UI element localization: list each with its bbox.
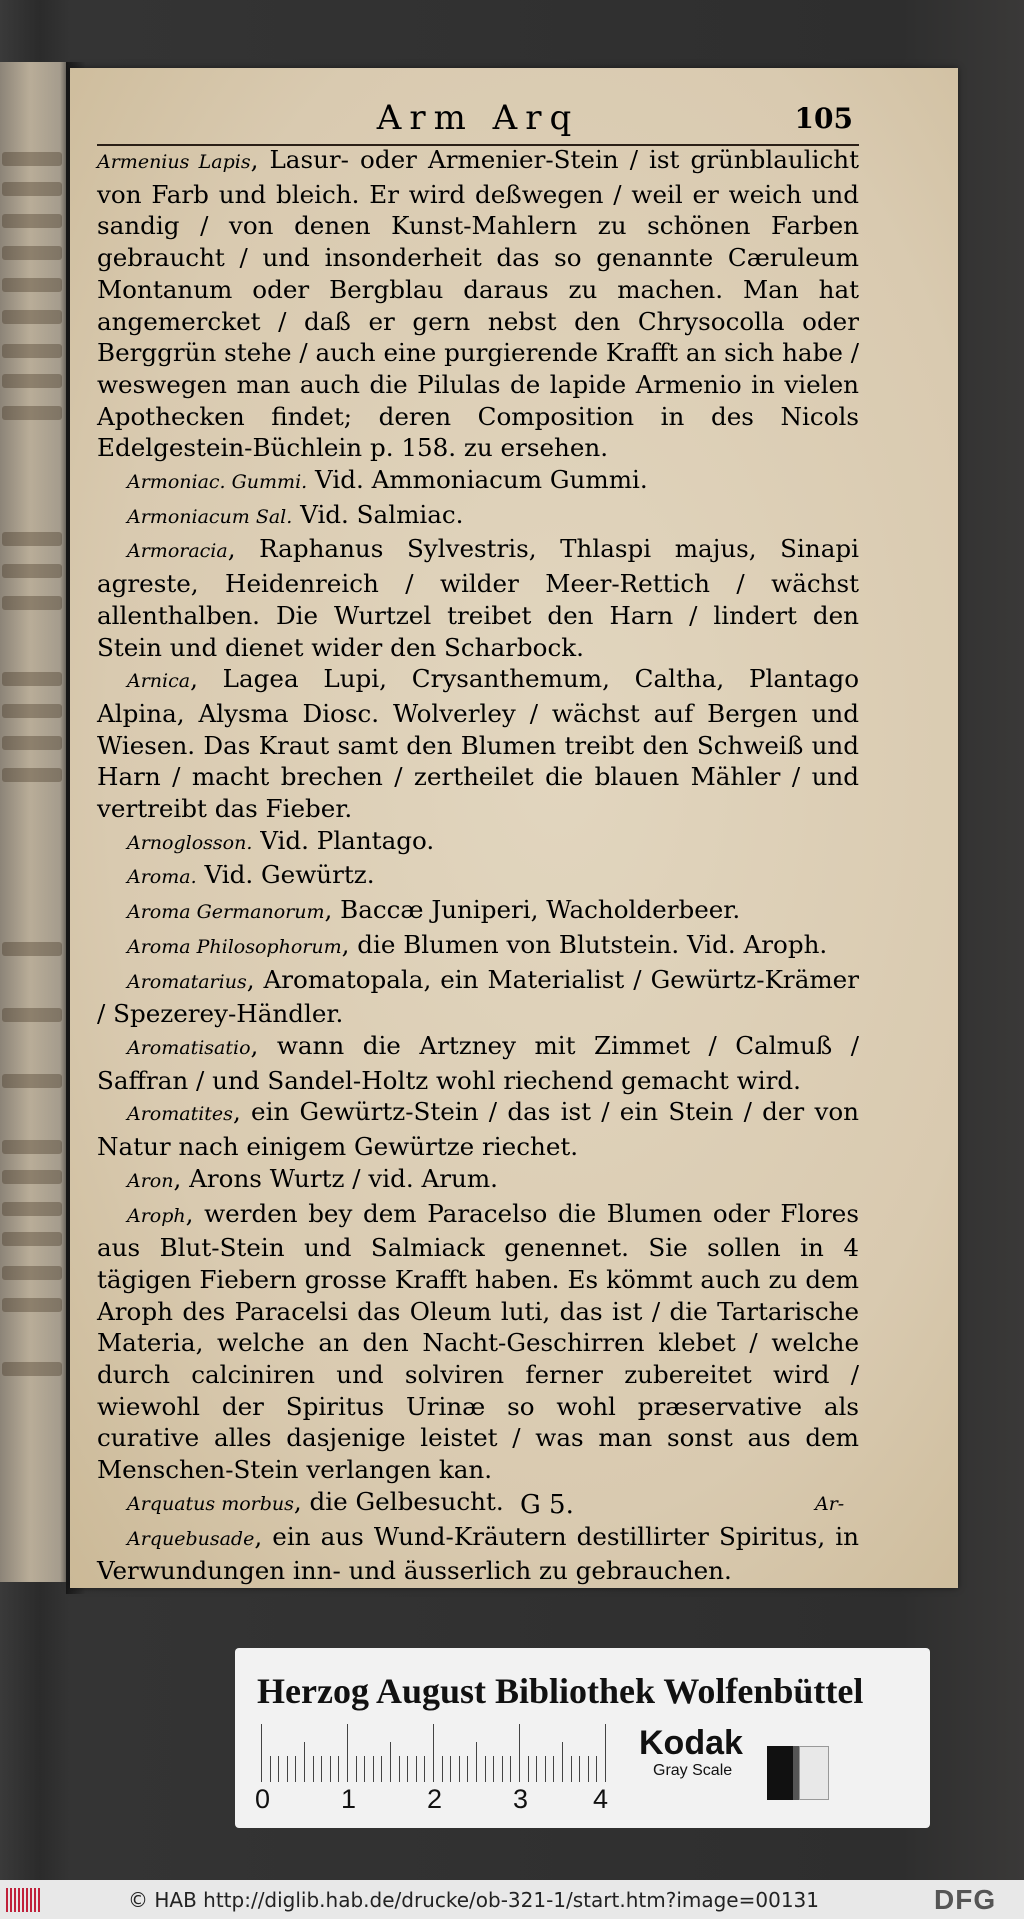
scale-ruler bbox=[261, 1724, 605, 1782]
entry bbox=[97, 1163, 859, 1198]
ruler-number: 4 bbox=[593, 1784, 609, 1814]
entry bbox=[97, 533, 859, 663]
entry-lemma: Aromatisatio bbox=[127, 1036, 251, 1059]
ruler-tick bbox=[399, 1756, 400, 1782]
catchword: Ar- bbox=[815, 1493, 845, 1515]
gray-scale-label: Gray Scale bbox=[653, 1762, 733, 1779]
entry-lemma: Arnoglosson. bbox=[127, 831, 253, 854]
ruler-number: 1 bbox=[341, 1784, 357, 1814]
entry-text: , die Gelbesucht. bbox=[293, 1486, 504, 1516]
facing-page-edge bbox=[0, 62, 66, 1582]
entry-lemma: Arquatus morbus bbox=[127, 1492, 294, 1515]
entry-lemma: Arquebusade bbox=[127, 1527, 255, 1550]
entry-text: Vid. Ammoniacum Gummi. bbox=[307, 465, 648, 495]
ruler-tick bbox=[476, 1742, 477, 1782]
ruler-tick bbox=[528, 1756, 529, 1782]
hab-logo-icon bbox=[6, 1888, 40, 1912]
running-head bbox=[97, 98, 859, 142]
ruler-tick bbox=[485, 1756, 486, 1782]
entry-text: , ein Gewürtz-Stein / das ist / ein Stein / der von Natur nach einigem Gewürtze riechet. bbox=[97, 1097, 859, 1162]
ruler-tick bbox=[356, 1756, 357, 1782]
ruler-tick bbox=[562, 1742, 563, 1782]
footer-copyright-link[interactable]: © HAB http://diglib.hab.de/drucke/ob-321-1/start.htm?image=00131 bbox=[128, 1888, 819, 1912]
ruler-tick bbox=[321, 1756, 322, 1782]
entry bbox=[97, 1030, 859, 1096]
entry bbox=[97, 464, 859, 499]
entry-text: Vid. Salmiac. bbox=[292, 499, 464, 529]
entry-lemma: Aroma Philosophorum bbox=[127, 935, 342, 958]
ruler-tick bbox=[390, 1742, 391, 1782]
ruler-tick bbox=[347, 1724, 348, 1782]
entry-lemma: Aroma. bbox=[127, 866, 197, 889]
entry-text: , Arons Wurtz / vid. Arum. bbox=[173, 1163, 498, 1193]
entry bbox=[97, 1096, 859, 1162]
entry-lemma: Aroph bbox=[127, 1204, 186, 1227]
entry-lemma: Armoniacum Sal. bbox=[127, 505, 293, 528]
entry-lemma: Armenius Lapis bbox=[97, 151, 251, 173]
ruler-number: 0 bbox=[255, 1784, 271, 1814]
dfg-logo: DFG bbox=[934, 1884, 997, 1915]
entry-text: , werden bey dem Paracelso die Blumen oder Flores aus Blut-Stein und Salmiack genennet. Sie sollen in 4 tägigen Fiebern grosse Krafft haben. Es kömmt auch zu dem Aroph des Paracelsi das Oleum luti, das ist / die Tartarische Materia, welche an den Nacht-Geschirren klebet / welche durch calciniren und solviren ferner zubereitet wird / wiewohl der Spiritus Urinæ so wohl præservative als curative alles dasjenige leistet / was man sonst aus dem Menschen-Stein verlangen kan. bbox=[97, 1198, 859, 1485]
ruler-tick bbox=[467, 1756, 468, 1782]
dictionary-entries bbox=[97, 144, 859, 1587]
entry-lemma: Aroma Germanorum bbox=[127, 901, 325, 924]
ruler-tick bbox=[330, 1756, 331, 1782]
ruler-number: 2 bbox=[427, 1784, 443, 1814]
ruler-tick bbox=[364, 1756, 365, 1782]
ruler-tick bbox=[442, 1756, 443, 1782]
gray-swatch-white bbox=[799, 1746, 829, 1800]
color-calibration-card bbox=[235, 1648, 930, 1828]
ruler-tick bbox=[313, 1756, 314, 1782]
ruler-tick bbox=[553, 1756, 554, 1782]
ruler-tick bbox=[407, 1756, 408, 1782]
ruler-tick bbox=[571, 1756, 572, 1782]
ruler-tick bbox=[287, 1756, 288, 1782]
entry bbox=[97, 1486, 859, 1521]
ruler-tick bbox=[261, 1724, 262, 1782]
entry-lemma: Aromatites bbox=[127, 1103, 233, 1126]
entry bbox=[97, 894, 859, 929]
ruler-tick bbox=[536, 1756, 537, 1782]
entry bbox=[97, 663, 859, 825]
ruler-tick bbox=[450, 1756, 451, 1782]
ruler-tick bbox=[459, 1756, 460, 1782]
ruler-tick bbox=[433, 1724, 434, 1782]
entry bbox=[97, 859, 859, 894]
entry bbox=[97, 1521, 859, 1587]
ruler-tick bbox=[519, 1724, 520, 1782]
gray-swatch-black bbox=[767, 1746, 793, 1800]
running-head-title: Arm Arq bbox=[376, 98, 580, 138]
entry-text: , wann die Artzney mit Zimmet / Calmuß / Saffran / und Sandel-Holtz wohl riechend gemacht wird. bbox=[97, 1030, 859, 1095]
entry bbox=[97, 825, 859, 860]
ruler-tick bbox=[502, 1756, 503, 1782]
ruler-tick bbox=[424, 1756, 425, 1782]
page-number: 105 bbox=[794, 102, 853, 135]
ruler-tick bbox=[545, 1756, 546, 1782]
entry bbox=[97, 144, 859, 464]
entry-text: , Aromatopala, ein Materialist / Gewürtz-Krämer / Spezerey-Händler. bbox=[97, 964, 859, 1029]
entry-text: , Raphanus Sylvestris, Thlaspi majus, Sinapi agreste, Heidenreich / wilder Meer-Rettich / wächst allenthalben. Die Wurtzel treibet den Harn / lindert den Stein und dienet wider den Scharbock. bbox=[97, 534, 859, 662]
signature-mark: G 5. bbox=[520, 1490, 574, 1520]
ruler-tick bbox=[373, 1756, 374, 1782]
entry-text: , die Blumen von Blutstein. Vid. Aroph. bbox=[341, 929, 828, 959]
entry bbox=[97, 929, 859, 964]
entry-text: , Lasur- oder Armenier-Stein / ist grünblaulicht von Farb und bleich. Er wird deßwegen / weil er weich und sandig / von denen Kunst-Mahlern zu schönen Farben gebraucht / und insonderheit das so genannte Cæruleum Montanum oder Bergblau daraus zu machen. Man hat angemercket / daß er gern nebst den Chrysocolla oder Berggrün stehe / auch eine purgierende Krafft an sich habe / weswegen man auch die Pilulas de lapide Armenio in vielen Apothecken findet; deren Composition in des Nicols Edelgestein-Büchlein p. 158. zu ersehen. bbox=[97, 145, 859, 463]
entry-text: , Lagea Lupi, Crysanthemum, Caltha, Plantago Alpina, Alysma Diosc. Wolverley / wächst auf Bergen und Wiesen. Das Kraut samt den Blumen treibt den Schweiß und Harn / macht brechen / zertheilet die blauen Mähler / und vertreibt das Fieber. bbox=[97, 664, 859, 824]
ruler-tick bbox=[381, 1756, 382, 1782]
ruler-tick bbox=[579, 1756, 580, 1782]
entry-text: Vid. Plantago. bbox=[252, 825, 435, 855]
kodak-logo: Kodak bbox=[639, 1724, 743, 1762]
entry bbox=[97, 964, 859, 1030]
entry-lemma: Aromatarius bbox=[127, 970, 247, 993]
ruler-tick bbox=[270, 1756, 271, 1782]
ruler-tick bbox=[278, 1756, 279, 1782]
entry bbox=[97, 1198, 859, 1486]
entry-lemma: Arnica bbox=[127, 670, 191, 693]
library-name: Herzog August Bibliothek Wolfenbüttel bbox=[257, 1671, 864, 1711]
ruler-tick bbox=[416, 1756, 417, 1782]
entry-text: , ein aus Wund-Kräutern destillirter Spiritus, in Verwundungen inn- und äusserlich zu gebrauchen. bbox=[97, 1521, 859, 1586]
ruler-tick bbox=[338, 1756, 339, 1782]
ruler-tick bbox=[588, 1756, 589, 1782]
entry-lemma: Armoracia bbox=[127, 540, 228, 563]
entry-text: Vid. Gewürtz. bbox=[196, 860, 375, 890]
ruler-tick bbox=[605, 1724, 606, 1782]
ruler-tick bbox=[304, 1742, 305, 1782]
entry-lemma: Armoniac. Gummi. bbox=[127, 471, 308, 494]
entry-lemma: Aron bbox=[127, 1169, 174, 1192]
ruler-tick bbox=[295, 1756, 296, 1782]
ruler-tick bbox=[596, 1756, 597, 1782]
ruler-number: 3 bbox=[513, 1784, 529, 1814]
ruler-tick bbox=[510, 1756, 511, 1782]
ruler-tick bbox=[493, 1756, 494, 1782]
footer-bar bbox=[0, 1880, 1024, 1919]
entry bbox=[97, 499, 859, 534]
entry-text: , Baccæ Juniperi, Wacholderbeer. bbox=[324, 895, 741, 925]
